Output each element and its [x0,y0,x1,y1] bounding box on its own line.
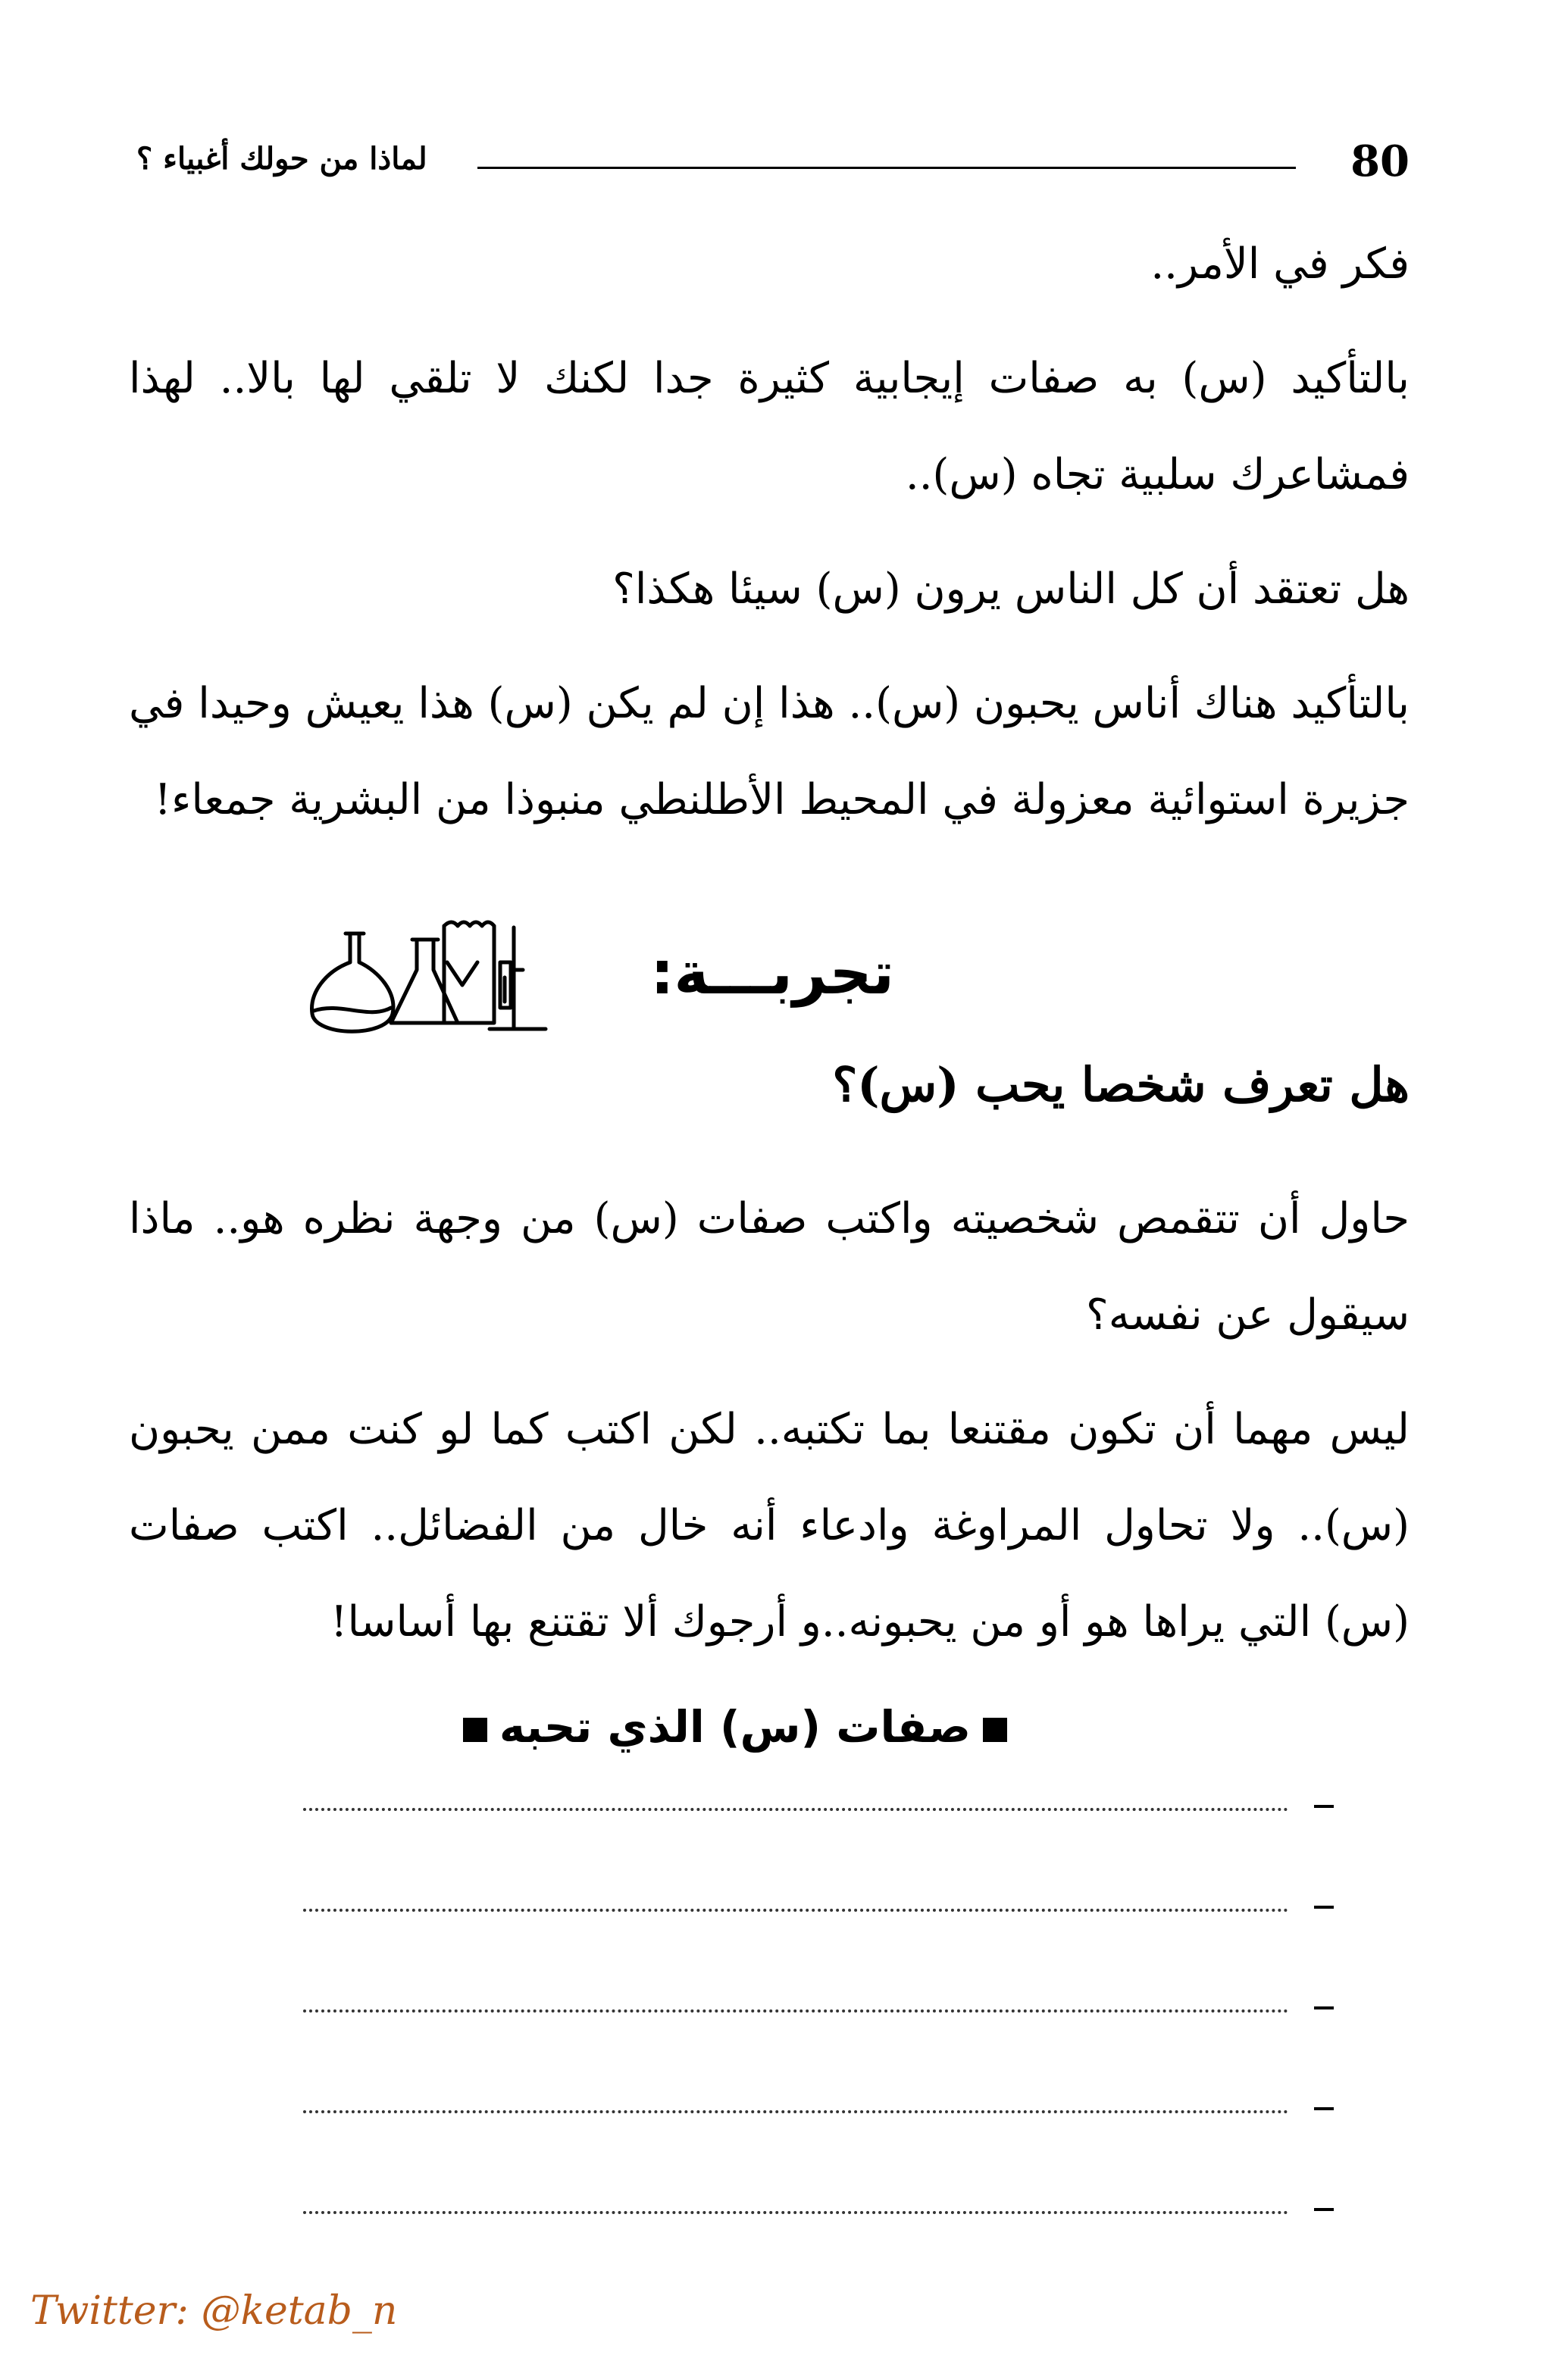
dash-marker [1314,2107,1334,2110]
header-rule [477,167,1296,169]
dotted-blank [303,1909,1288,1912]
dotted-blank [303,2009,1288,2013]
watermark: Twitter: @ketab_n [30,2288,398,2334]
dash-marker [1314,1805,1334,1808]
answer-lines [303,1788,1334,2292]
dotted-blank [303,2211,1288,2214]
experiment-question: هل تعرف شخصا يحب (س)؟ [832,1057,1410,1112]
dash-marker [1314,1906,1334,1909]
answer-line[interactable] [303,1889,1334,1990]
running-title: لماذا من حولك أغبياء ؟ [136,141,427,177]
dotted-blank [303,1808,1288,1811]
answer-line[interactable] [303,2191,1334,2292]
answer-line[interactable] [303,1788,1334,1889]
square-bullet-icon [463,1718,487,1742]
paragraph: بالتأكيد (س) به صفات إيجابية كثيرة جدا لكنك لا تلقي لها بالا.. لهذا فمشاعرك سلبية تجاه (س).. [129,354,1410,499]
paragraph: بالتأكيد هناك أناس يحبون (س).. هذا إن لم يكن (س) هذا يعيش وحيدا في جزيرة استوائية معزولة في المحيط الأطلنطي منبوذا من البشرية جمعاء! [129,679,1410,824]
answer-line[interactable] [303,2091,1334,2191]
square-bullet-icon [983,1718,1007,1742]
list-title-text: صفات (س) الذي تحبه [499,1701,972,1753]
list-title [424,1701,1046,1753]
dotted-blank [303,2110,1288,2113]
dash-marker [1314,2006,1334,2009]
paragraph: فكر في الأمر.. [1150,239,1410,289]
paragraph: حاول أن تتقمص شخصيته واكتب صفات (س) من وجهة نظره هو.. ماذا سيقول عن نفسه؟ [129,1194,1410,1340]
lab-flasks-icon [296,917,553,1046]
experiment-heading: تجربـــة: [650,940,894,1008]
opening-text [129,216,1410,848]
instructions-text [129,1171,1410,1670]
dash-marker [1314,2208,1334,2211]
paragraph: هل تعتقد أن كل الناس يرون (س) سيئا هكذا؟ [612,565,1410,614]
page-header [91,136,1410,205]
paragraph: ليس مهما أن تكون مقتنعا بما تكتبه.. لكن اكتب كما لو كنت ممن يحبون (س).. ولا تحاول المراوغة وادعاء أنه خال من الفضائل.. اكتب صفات (س) التي يراها هو أو من يحبونه..و أرجوك ألا تقتنع بها أساسا! [129,1405,1410,1647]
answer-line[interactable] [303,1990,1334,2091]
page-number: 80 [1350,136,1410,186]
